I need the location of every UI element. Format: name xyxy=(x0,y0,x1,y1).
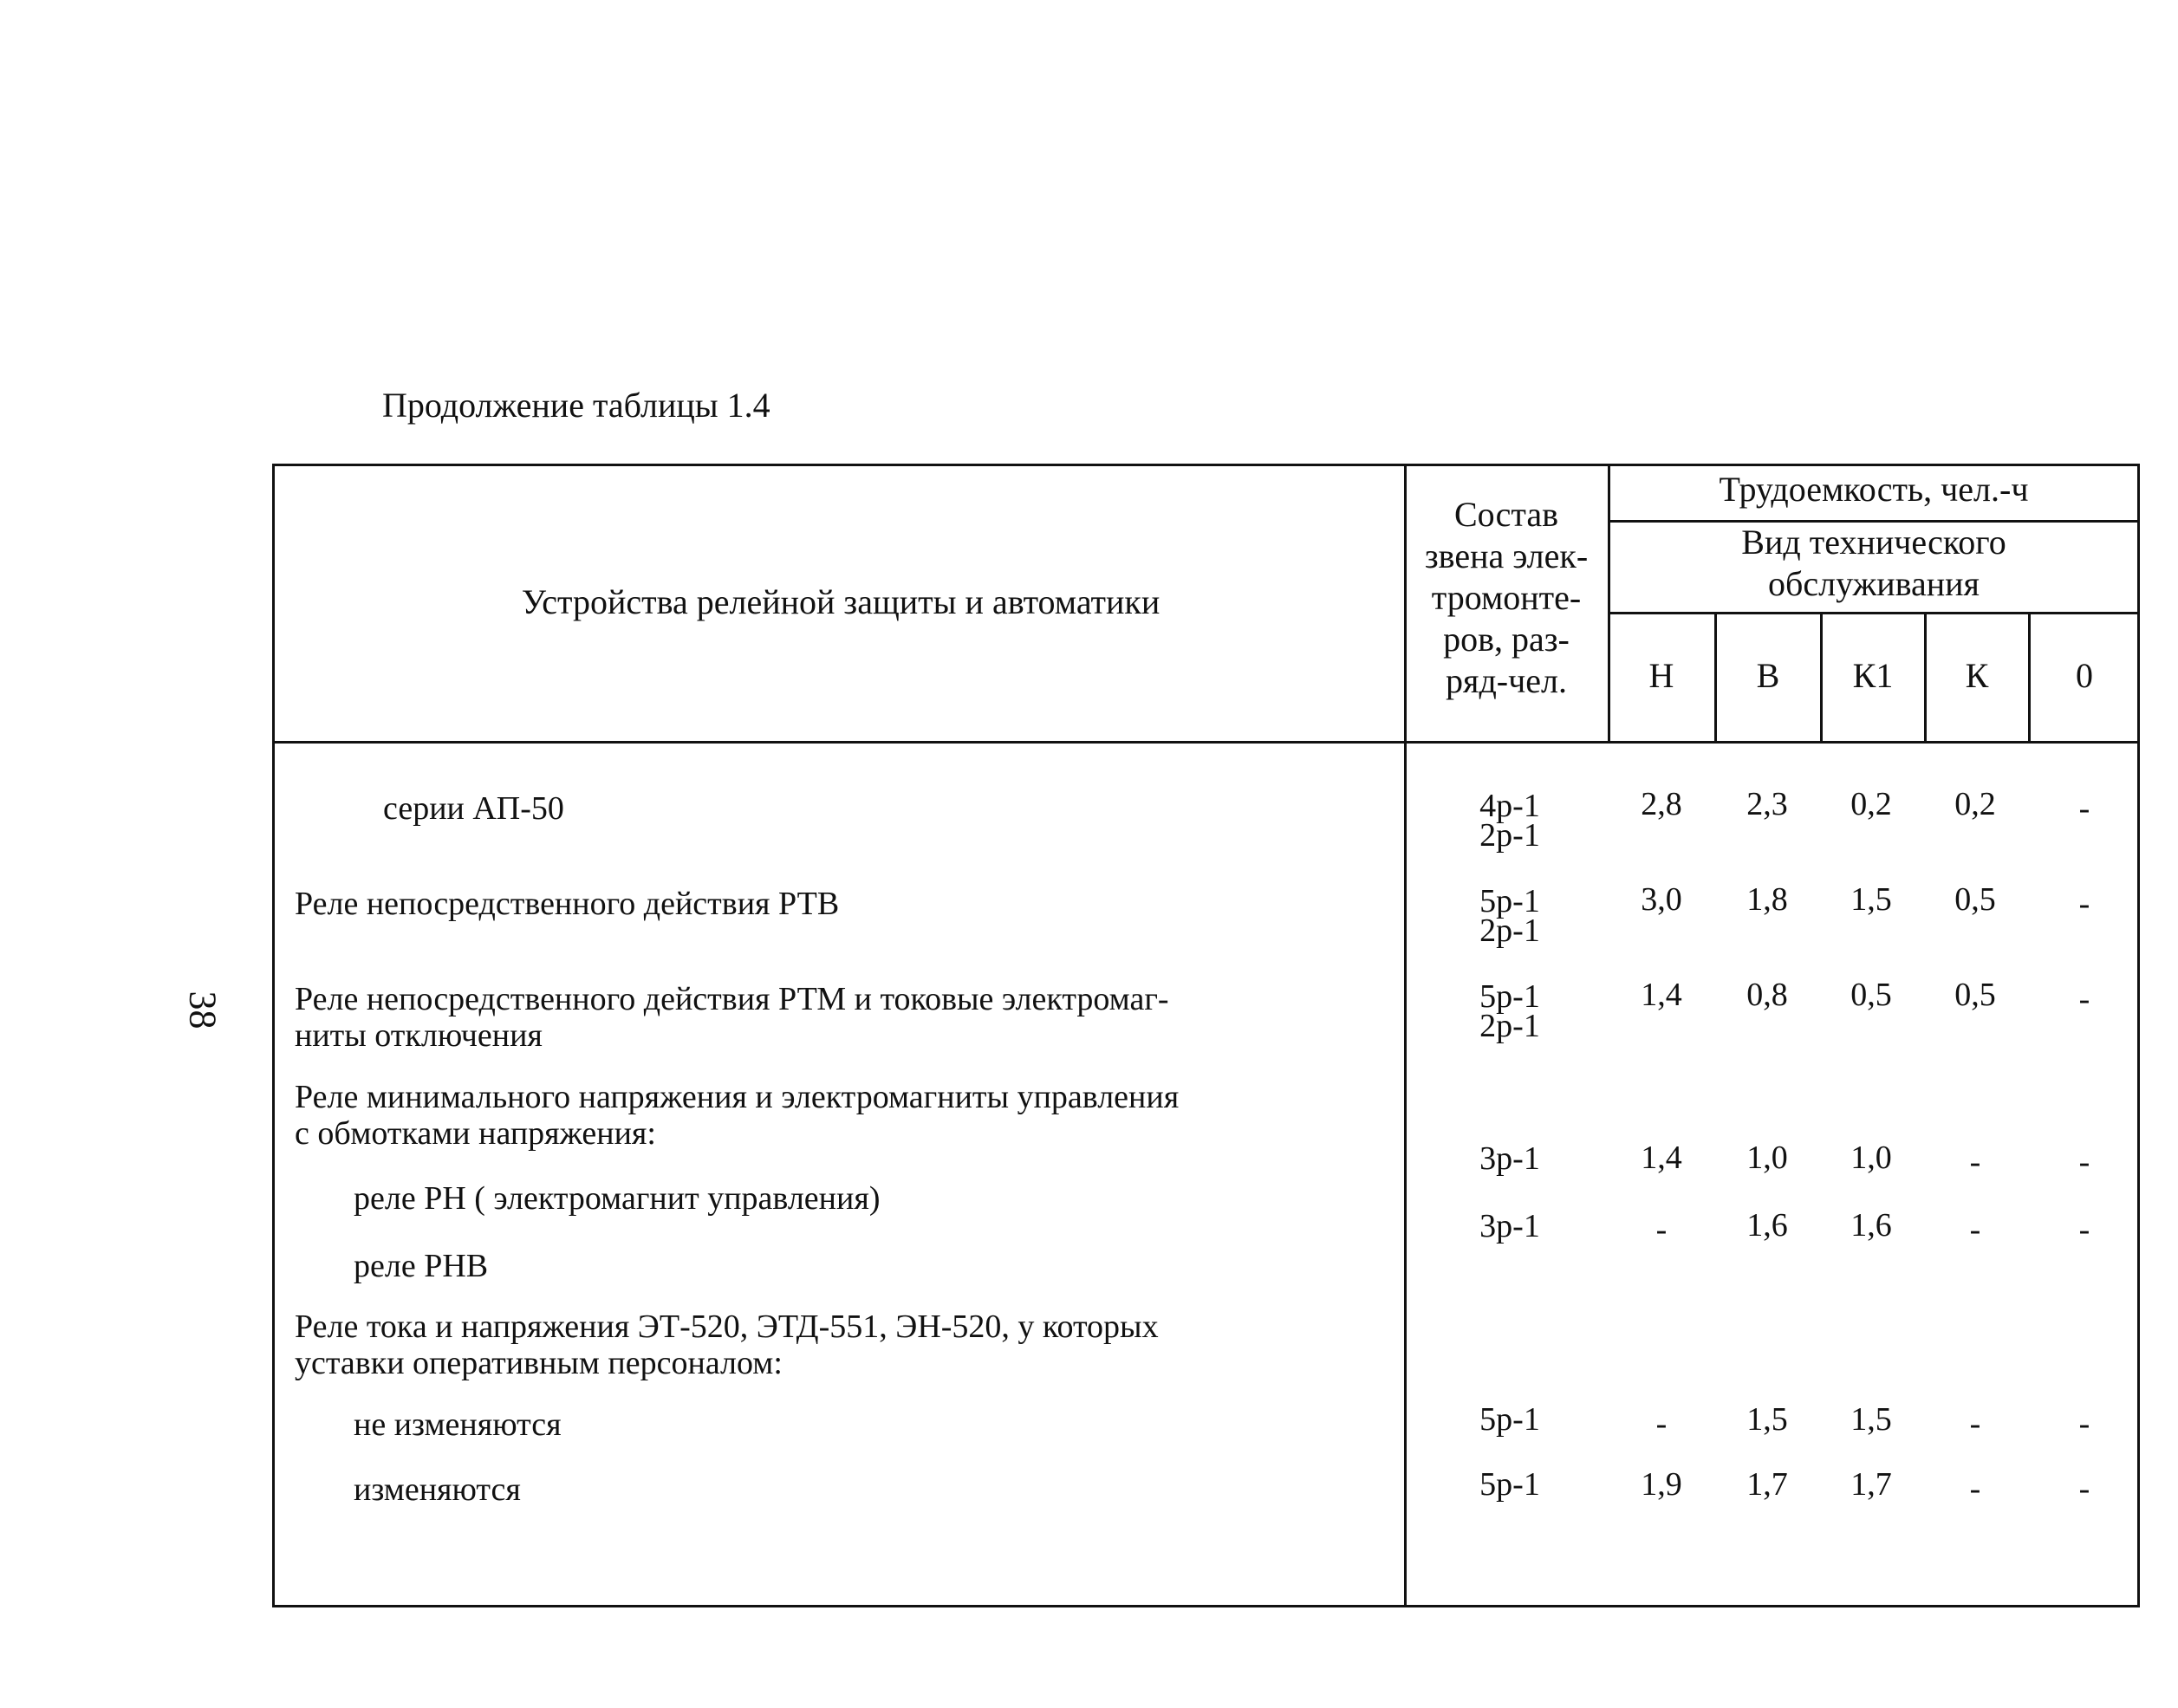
header-crew-line: Состав xyxy=(1453,495,1559,534)
crew-line: 5р-1 xyxy=(1479,1466,1540,1503)
cell-n: 3,0 xyxy=(1641,881,1682,918)
cell-k1: 0,2 xyxy=(1850,786,1892,822)
row-crew xyxy=(1449,884,1570,948)
col-header-n: Н xyxy=(1648,656,1674,695)
crew-line: 3р-1 xyxy=(1479,1140,1540,1177)
crew-line: 3р-1 xyxy=(1479,1208,1540,1244)
row-label: серии АП-50 xyxy=(383,790,564,827)
row-label: изменяются xyxy=(354,1471,521,1508)
divider xyxy=(272,741,2140,744)
header-maintenance-line: Вид технического xyxy=(1741,523,2006,562)
page-number: 38 xyxy=(181,990,224,1029)
cell-v: 1,6 xyxy=(1746,1207,1788,1244)
row-label: реле РН ( электромагнит управления) xyxy=(354,1180,881,1217)
header-maintenance-line: обслуживания xyxy=(1768,564,1980,603)
col-header-k: К xyxy=(1965,656,1989,695)
cell-v: 1,8 xyxy=(1746,881,1788,918)
header-labor: Трудоемкость, чел.-ч xyxy=(1719,470,2029,509)
group-heading xyxy=(295,1079,1335,1152)
cell-v: 1,0 xyxy=(1746,1140,1788,1176)
row-crew xyxy=(1449,1209,1570,1244)
row-label xyxy=(295,981,1335,1054)
header-crew-line: ров, раз- xyxy=(1443,620,1570,659)
cell-v: 2,3 xyxy=(1746,786,1788,822)
row-crew xyxy=(1449,1467,1570,1502)
group-heading-line: Реле тока и напряжения ЭТ-520, ЭТД-551, ЭН-520, у которых xyxy=(295,1309,1159,1345)
crew-line: 5р-1 xyxy=(1479,1401,1540,1438)
row-crew xyxy=(1449,789,1570,853)
row-crew xyxy=(1449,979,1570,1043)
cell-0: - xyxy=(2078,790,2090,827)
crew-line: 5р-1 xyxy=(1479,978,1540,1015)
crew-line: 2р-1 xyxy=(1479,1008,1540,1044)
cell-k: 0,5 xyxy=(1954,977,1996,1013)
group-heading-line: Реле минимального напряжения и электромагниты управления xyxy=(295,1079,1180,1115)
header-maintenance xyxy=(1609,522,2138,605)
cell-k1: 0,5 xyxy=(1850,977,1892,1013)
cell-n: 1,9 xyxy=(1641,1466,1682,1503)
cell-k: - xyxy=(1969,1471,1981,1507)
cell-k1: 1,5 xyxy=(1850,1401,1892,1438)
cell-n: 1,4 xyxy=(1641,1140,1682,1176)
cell-k: 0,2 xyxy=(1954,786,1996,822)
header-crew-line: ряд-чел. xyxy=(1446,661,1567,700)
group-heading xyxy=(295,1309,1335,1381)
cell-0: - xyxy=(2078,886,2090,922)
table-caption: Продолжение таблицы 1.4 xyxy=(382,386,770,425)
header-crew-line: тромонте- xyxy=(1431,578,1582,617)
cell-k1: 1,5 xyxy=(1850,881,1892,918)
col-header-k1: К1 xyxy=(1852,656,1894,695)
cell-k: 0,5 xyxy=(1954,881,1996,918)
divider xyxy=(1608,612,2140,614)
cell-k: - xyxy=(1969,1144,1981,1180)
col-header-v: В xyxy=(1756,656,1780,695)
row-label: Реле непосредственного действия РТВ xyxy=(295,886,840,922)
cell-v: 1,7 xyxy=(1746,1466,1788,1503)
cell-0: - xyxy=(2078,1144,2090,1180)
group-heading-line: с обмотками напряжения: xyxy=(295,1115,656,1152)
row-crew xyxy=(1449,1141,1570,1176)
cell-k1: 1,7 xyxy=(1850,1466,1892,1503)
cell-v: 1,5 xyxy=(1746,1401,1788,1438)
cell-n: - xyxy=(1655,1406,1668,1442)
crew-line: 2р-1 xyxy=(1479,912,1540,949)
header-devices: Устройства релейной защиты и автоматики xyxy=(521,582,1161,621)
cell-n: - xyxy=(1655,1211,1668,1248)
cell-0: - xyxy=(2078,1406,2090,1442)
row-label: реле РНВ xyxy=(354,1248,489,1284)
cell-k1: 1,6 xyxy=(1850,1207,1892,1244)
header-crew-line: звена элек- xyxy=(1424,536,1589,575)
crew-line: 5р-1 xyxy=(1479,883,1540,919)
crew-line: 2р-1 xyxy=(1479,817,1540,854)
cell-0: - xyxy=(2078,1471,2090,1507)
cell-k1: 1,0 xyxy=(1850,1140,1892,1176)
row-label-line: ниты отключения xyxy=(295,1017,543,1054)
header-crew xyxy=(1406,494,1607,702)
row-crew xyxy=(1449,1402,1570,1437)
cell-v: 0,8 xyxy=(1746,977,1788,1013)
cell-k: - xyxy=(1969,1211,1981,1248)
crew-line: 4р-1 xyxy=(1479,788,1540,824)
cell-0: - xyxy=(2078,981,2090,1017)
cell-k: - xyxy=(1969,1406,1981,1442)
row-label: не изменяются xyxy=(354,1406,562,1443)
cell-n: 1,4 xyxy=(1641,977,1682,1013)
group-heading-line: уставки оперативным персоналом: xyxy=(295,1345,783,1381)
col-header-0: 0 xyxy=(2076,656,2093,695)
cell-0: - xyxy=(2078,1211,2090,1248)
cell-n: 2,8 xyxy=(1641,786,1682,822)
row-label-line: Реле непосредственного действия РТМ и токовые электромаг- xyxy=(295,981,1169,1017)
